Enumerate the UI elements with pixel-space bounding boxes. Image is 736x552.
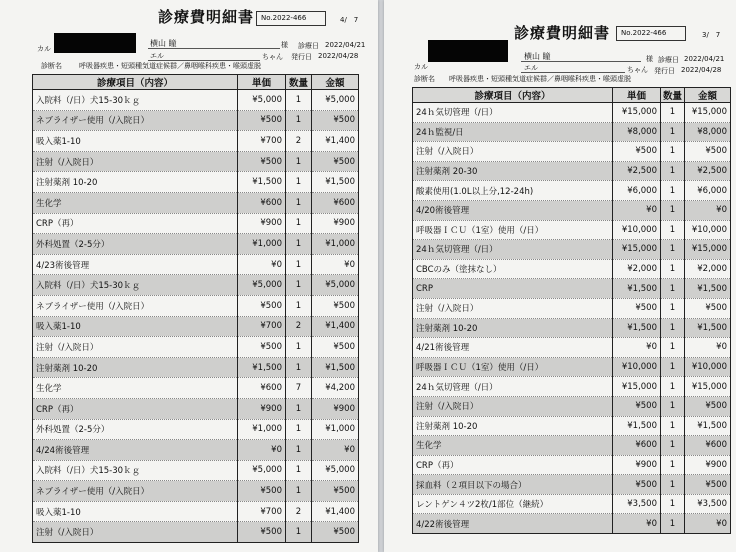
row-unit-price: ¥5,000 [238,460,286,481]
row-quantity: 1 [286,357,312,378]
table-row [33,254,359,275]
row-unit-price: ¥1,000 [238,234,286,255]
row-quantity: 1 [286,254,312,275]
row-item-name: 外科処置（2-5分） [33,234,238,255]
row-quantity: 1 [286,419,312,440]
row-quantity: 1 [661,103,685,123]
document-number: No.2022-466 [256,11,326,26]
row-quantity: 1 [661,240,685,260]
row-unit-price: ¥1,500 [613,279,661,299]
row-amount: ¥600 [312,192,359,213]
row-item-name: 注射（/入院日） [33,337,238,358]
row-amount: ¥1,500 [312,172,359,193]
owner-underline [148,48,280,49]
row-item-name: CRP（再） [33,398,238,419]
row-amount: ¥5,000 [312,460,359,481]
header-item: 診療項目（内容） [33,75,238,90]
row-amount: ¥500 [685,396,731,416]
row-quantity: 1 [661,357,685,377]
row-unit-price: ¥0 [613,200,661,220]
row-quantity: 1 [661,455,685,475]
row-quantity: 1 [286,460,312,481]
row-unit-price: ¥2,500 [613,161,661,181]
row-quantity: 1 [286,295,312,316]
table-row [413,220,731,240]
table-row [413,103,731,123]
table-row [413,161,731,181]
issue-date: 2022/04/28 [681,66,722,74]
header-quantity: 数量 [661,88,685,103]
row-quantity: 2 [286,501,312,522]
row-unit-price: ¥500 [613,396,661,416]
row-item-name: ネブライザー使用（/入院日） [33,110,238,131]
pet-name: エル [150,52,164,60]
row-item-name: レントゲン４ツ2枚/1部位（継続） [413,494,613,514]
table-row [413,338,731,358]
row-unit-price: ¥10,000 [613,220,661,240]
row-item-name: 外科処置（2-5分） [33,419,238,440]
table-row [33,90,359,111]
row-quantity: 1 [661,377,685,397]
table-row [413,200,731,220]
row-unit-price: ¥15,000 [613,240,661,260]
table-row [33,110,359,131]
row-item-name: 入院料（/日）犬15-30ｋｇ [33,275,238,296]
row-unit-price: ¥15,000 [613,103,661,123]
row-unit-price: ¥700 [238,131,286,152]
row-quantity: 1 [661,142,685,162]
row-quantity: 1 [661,200,685,220]
row-amount: ¥1,000 [312,234,359,255]
row-quantity: 1 [286,337,312,358]
document-number: No.2022-466 [616,26,686,41]
row-quantity: 2 [286,316,312,337]
row-quantity: 1 [661,436,685,456]
table-row [413,475,731,495]
owner-name: 横山 瞳 [150,39,177,48]
issue-date-label: 発行日 [291,53,312,61]
row-item-name: 吸入薬1-10 [33,131,238,152]
exam-date: 2022/04/21 [325,41,366,49]
row-item-name: ネブライザー使用（/入院日） [33,295,238,316]
row-quantity: 1 [286,192,312,213]
row-unit-price: ¥2,000 [613,259,661,279]
row-item-name: CRP（再） [33,213,238,234]
row-amount: ¥15,000 [685,377,731,397]
row-quantity: 1 [661,396,685,416]
row-amount: ¥1,400 [312,131,359,152]
pet-label: カル [37,45,51,53]
row-amount: ¥15,000 [685,103,731,123]
diagnosis-text: 呼吸器疾患・短頭種気道症候群／鼻咽喉科疾患・喉頭虚脱 [79,62,261,70]
row-quantity: 1 [286,172,312,193]
row-item-name: CRP [413,279,613,299]
table-row [33,275,359,296]
row-item-name: CRP（再） [413,455,613,475]
row-amount: ¥3,500 [685,494,731,514]
issue-date: 2022/04/28 [318,52,359,60]
row-unit-price: ¥500 [613,475,661,495]
document-title: 診療費明細書 [158,8,255,26]
row-item-name: 4/23術後管理 [33,254,238,275]
row-unit-price: ¥1,500 [238,357,286,378]
header-quantity: 数量 [286,75,312,90]
table-row [413,279,731,299]
pet-label: カル [414,63,428,71]
row-item-name: 注射薬剤 10-20 [33,357,238,378]
page-number: 4/ 7 [340,16,359,24]
row-quantity: 1 [286,398,312,419]
row-amount: ¥500 [685,475,731,495]
row-item-name: 24ｈ監視/日 [413,122,613,142]
row-amount: ¥0 [312,254,359,275]
row-amount: ¥500 [312,522,359,543]
row-unit-price: ¥0 [613,514,661,534]
row-unit-price: ¥0 [238,254,286,275]
row-amount: ¥10,000 [685,357,731,377]
row-amount: ¥500 [312,481,359,502]
row-amount: ¥500 [312,151,359,172]
owner-name: 横山 瞳 [524,52,551,61]
owner-suffix: 様 [646,55,653,63]
row-quantity: 1 [661,220,685,240]
table-row [413,240,731,260]
table-row [33,398,359,419]
row-unit-price: ¥0 [238,440,286,461]
table-row [413,259,731,279]
document-title: 診療費明細書 [514,24,611,42]
row-amount: ¥500 [312,295,359,316]
row-item-name: 酸素使用(1.0L以上分,12-24h) [413,181,613,201]
row-unit-price: ¥500 [238,522,286,543]
table-header-row [33,75,359,90]
table-row [33,316,359,337]
row-amount: ¥0 [685,200,731,220]
row-amount: ¥5,000 [312,275,359,296]
row-unit-price: ¥1,500 [613,318,661,338]
row-unit-price: ¥0 [613,338,661,358]
table-header-row [413,88,731,103]
row-unit-price: ¥600 [238,192,286,213]
row-item-name: 生化学 [33,378,238,399]
table-row [33,295,359,316]
row-quantity: 1 [661,318,685,338]
row-unit-price: ¥500 [238,295,286,316]
row-quantity: 1 [286,275,312,296]
row-quantity: 1 [661,161,685,181]
row-amount: ¥600 [685,436,731,456]
row-unit-price: ¥700 [238,316,286,337]
header-amount: 金額 [685,88,731,103]
table-row [33,213,359,234]
table-row [33,172,359,193]
row-quantity: 1 [661,514,685,534]
billing-table [32,74,359,543]
row-item-name: 入院料（/日）犬15-30ｋｇ [33,90,238,111]
row-quantity: 1 [661,279,685,299]
row-amount: ¥500 [685,298,731,318]
row-item-name: 生化学 [33,192,238,213]
row-item-name: 4/22術後管理 [413,514,613,534]
table-row [33,131,359,152]
row-amount: ¥15,000 [685,240,731,260]
pet-suffix: ちゃん [627,66,648,74]
row-item-name: 注射薬剤 20-30 [413,161,613,181]
row-item-name: 注射（/入院日） [33,151,238,172]
row-item-name: 注射薬剤 10-20 [413,318,613,338]
table-row [33,337,359,358]
row-item-name: 24ｈ気切管理（/日） [413,377,613,397]
table-row [33,192,359,213]
diagnosis-text: 呼吸器疾患・短頭種気道症候群／鼻咽喉科疾患・喉頭虚脱 [449,75,631,83]
row-item-name: 注射（/入院日） [413,396,613,416]
table-row [33,522,359,543]
row-quantity: 1 [286,522,312,543]
row-amount: ¥1,500 [312,357,359,378]
row-quantity: 1 [286,110,312,131]
header-amount: 金額 [312,75,359,90]
row-unit-price: ¥1,000 [238,419,286,440]
table-row [33,357,359,378]
table-row [413,357,731,377]
row-item-name: 注射（/入院日） [33,522,238,543]
row-item-name: CBCのみ（塗抹なし） [413,259,613,279]
row-unit-price: ¥900 [238,398,286,419]
table-row [413,436,731,456]
row-item-name: 入院料（/日）犬15-30ｋｇ [33,460,238,481]
row-quantity: 1 [661,122,685,142]
redacted-block [428,40,508,62]
table-row [33,481,359,502]
row-item-name: ネブライザー使用（/入院日） [33,481,238,502]
row-quantity: 1 [661,416,685,436]
row-unit-price: ¥500 [613,142,661,162]
table-row [413,494,731,514]
row-unit-price: ¥500 [238,337,286,358]
row-item-name: 24ｈ気切管理（/日） [413,240,613,260]
row-item-name: 吸入薬1-10 [33,316,238,337]
table-row [413,181,731,201]
row-item-name: 4/21術後管理 [413,338,613,358]
row-quantity: 1 [286,481,312,502]
row-amount: ¥1,400 [312,501,359,522]
pet-name: エル [524,64,538,72]
row-item-name: 4/24術後管理 [33,440,238,461]
row-amount: ¥8,000 [685,122,731,142]
row-item-name: 生化学 [413,436,613,456]
row-quantity: 1 [661,181,685,201]
row-amount: ¥500 [685,142,731,162]
row-unit-price: ¥3,500 [613,494,661,514]
table-row [33,378,359,399]
row-quantity: 1 [661,338,685,358]
pet-suffix: ちゃん [262,53,283,61]
row-quantity: 1 [286,213,312,234]
row-unit-price: ¥600 [238,378,286,399]
row-amount: ¥5,000 [312,90,359,111]
page-number: 3/ 7 [702,31,721,39]
row-quantity: 2 [286,131,312,152]
diagnosis-label: 診断名 [414,75,435,83]
statement-page-right [384,0,736,552]
exam-date-label: 診療日 [298,42,319,50]
row-quantity: 7 [286,378,312,399]
row-amount: ¥10,000 [685,220,731,240]
row-amount: ¥2,500 [685,161,731,181]
row-item-name: 注射（/入院日） [413,142,613,162]
row-amount: ¥1,500 [685,318,731,338]
table-row [33,151,359,172]
row-unit-price: ¥900 [613,455,661,475]
row-quantity: 1 [286,90,312,111]
row-unit-price: ¥8,000 [613,122,661,142]
redacted-block [54,33,136,53]
diagnosis-label: 診断名 [41,62,62,70]
row-amount: ¥2,000 [685,259,731,279]
header-item: 診療項目（内容） [413,88,613,103]
row-quantity: 1 [286,440,312,461]
table-row [33,419,359,440]
table-row [413,298,731,318]
row-amount: ¥0 [312,440,359,461]
table-row [413,455,731,475]
row-amount: ¥1,500 [685,279,731,299]
row-item-name: 呼吸器ＩＣＵ（1室）使用（/日） [413,357,613,377]
row-unit-price: ¥5,000 [238,275,286,296]
row-unit-price: ¥1,500 [238,172,286,193]
row-item-name: 24ｈ気切管理（/日） [413,103,613,123]
row-amount: ¥6,000 [685,181,731,201]
row-amount: ¥1,400 [312,316,359,337]
table-row [413,318,731,338]
row-unit-price: ¥500 [238,110,286,131]
row-quantity: 1 [286,151,312,172]
row-item-name: 注射薬剤 10-20 [33,172,238,193]
table-row [413,377,731,397]
exam-date: 2022/04/21 [684,55,725,63]
row-unit-price: ¥10,000 [613,357,661,377]
row-item-name: 吸入薬1-10 [33,501,238,522]
issue-date-label: 発行日 [654,67,675,75]
row-amount: ¥900 [312,398,359,419]
row-item-name: 採血料（２項目以下の場合） [413,475,613,495]
row-amount: ¥0 [685,514,731,534]
row-unit-price: ¥500 [238,151,286,172]
row-amount: ¥1,000 [312,419,359,440]
billing-table [412,87,731,534]
owner-suffix: 様 [281,41,288,49]
row-unit-price: ¥5,000 [238,90,286,111]
row-quantity: 1 [661,475,685,495]
row-amount: ¥0 [685,338,731,358]
row-unit-price: ¥1,500 [613,416,661,436]
row-unit-price: ¥600 [613,436,661,456]
row-amount: ¥1,500 [685,416,731,436]
row-amount: ¥900 [312,213,359,234]
table-row [33,440,359,461]
table-row [413,122,731,142]
row-unit-price: ¥500 [238,481,286,502]
table-row [413,416,731,436]
table-row [413,396,731,416]
header-unit-price: 単価 [238,75,286,90]
row-amount: ¥500 [312,110,359,131]
row-amount: ¥500 [312,337,359,358]
exam-date-label: 診療日 [658,56,679,64]
row-quantity: 1 [661,298,685,318]
table-row [413,514,731,534]
table-row [33,234,359,255]
row-item-name: 4/20術後管理 [413,200,613,220]
row-amount: ¥900 [685,455,731,475]
table-row [33,501,359,522]
row-quantity: 1 [661,259,685,279]
owner-underline [521,61,641,62]
row-quantity: 1 [286,234,312,255]
header-unit-price: 単価 [613,88,661,103]
row-unit-price: ¥900 [238,213,286,234]
row-amount: ¥4,200 [312,378,359,399]
pet-underline [521,72,625,73]
row-item-name: 注射薬剤 10-20 [413,416,613,436]
row-unit-price: ¥6,000 [613,181,661,201]
row-item-name: 注射（/入院日） [413,298,613,318]
table-row [413,142,731,162]
row-item-name: 呼吸器ＩＣＵ（1室）使用（/日） [413,220,613,240]
row-unit-price: ¥700 [238,501,286,522]
row-quantity: 1 [661,494,685,514]
row-unit-price: ¥500 [613,298,661,318]
row-unit-price: ¥15,000 [613,377,661,397]
table-row [33,460,359,481]
